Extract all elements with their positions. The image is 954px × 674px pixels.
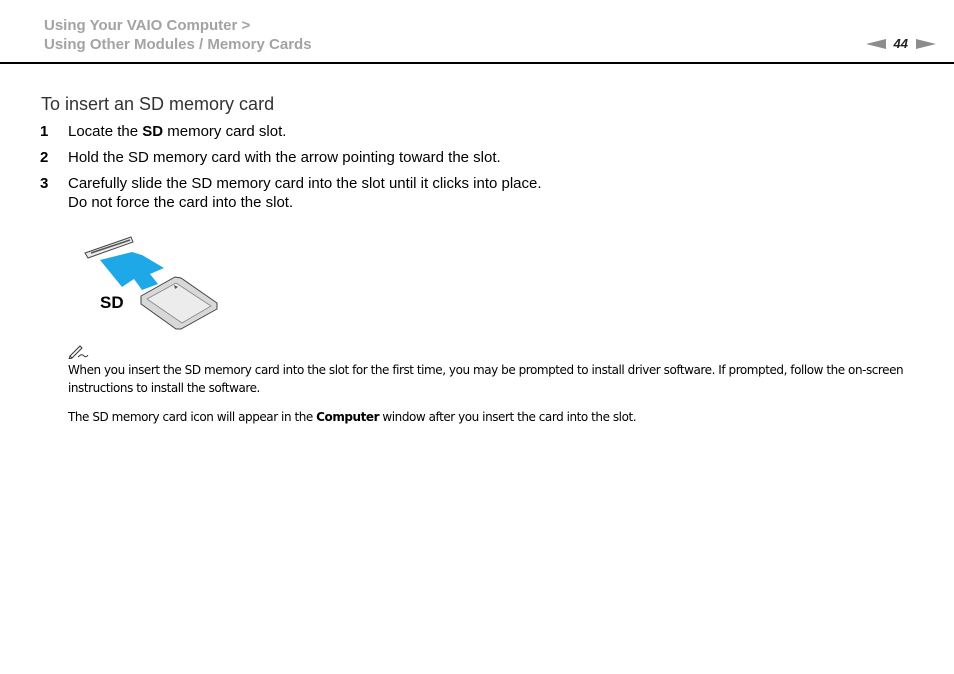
next-page-arrow-icon[interactable] — [916, 39, 936, 49]
insert-arrow-icon — [100, 252, 164, 290]
note-2-post: window after you insert the card into the slot. — [379, 410, 637, 424]
notes — [68, 361, 928, 437]
page-number: 44 — [893, 36, 908, 51]
sd-card-insertion-illustration — [82, 232, 227, 337]
page-navigation — [866, 36, 936, 51]
note-1: When you insert the SD memory card into the slot for the first time, you may be prompted to install driver software. If prompted, follow the on-screen instructions to install the software. — [68, 363, 904, 395]
step-text-line-2: Do not force the card into the slot. — [68, 194, 294, 211]
step-text — [68, 174, 542, 212]
step-2 — [40, 148, 920, 167]
computer-window-label: Computer — [316, 410, 380, 424]
section-title: To insert an SD memory card — [41, 94, 275, 114]
step-text-pre: Locate the — [68, 123, 143, 140]
breadcrumb — [44, 16, 312, 54]
step-number: 1 — [40, 123, 49, 140]
sd-label: SD — [100, 293, 124, 312]
note-2 — [68, 408, 928, 426]
step-text-bold: SD — [142, 123, 164, 140]
steps-list — [40, 122, 920, 219]
step-1 — [40, 122, 920, 141]
step-number: 2 — [40, 149, 49, 166]
step-3 — [40, 174, 920, 212]
step-text: Hold the SD memory card with the arrow pointing toward the slot. — [68, 149, 501, 166]
note-2-pre: The SD memory card icon will appear in the — [68, 410, 317, 424]
step-text — [68, 122, 286, 141]
breadcrumb-line-1[interactable]: Using Your VAIO Computer > — [44, 17, 251, 34]
header-divider — [0, 62, 954, 64]
previous-page-arrow-icon[interactable] — [866, 39, 886, 49]
step-text-line-1: Carefully slide the SD memory card into the slot until it clicks into place. — [68, 175, 542, 192]
step-text-post: memory card slot. — [163, 123, 287, 140]
breadcrumb-line-2[interactable]: Using Other Modules / Memory Cards — [44, 36, 312, 53]
note-pencil-icon — [68, 343, 90, 359]
step-number: 3 — [40, 175, 49, 192]
